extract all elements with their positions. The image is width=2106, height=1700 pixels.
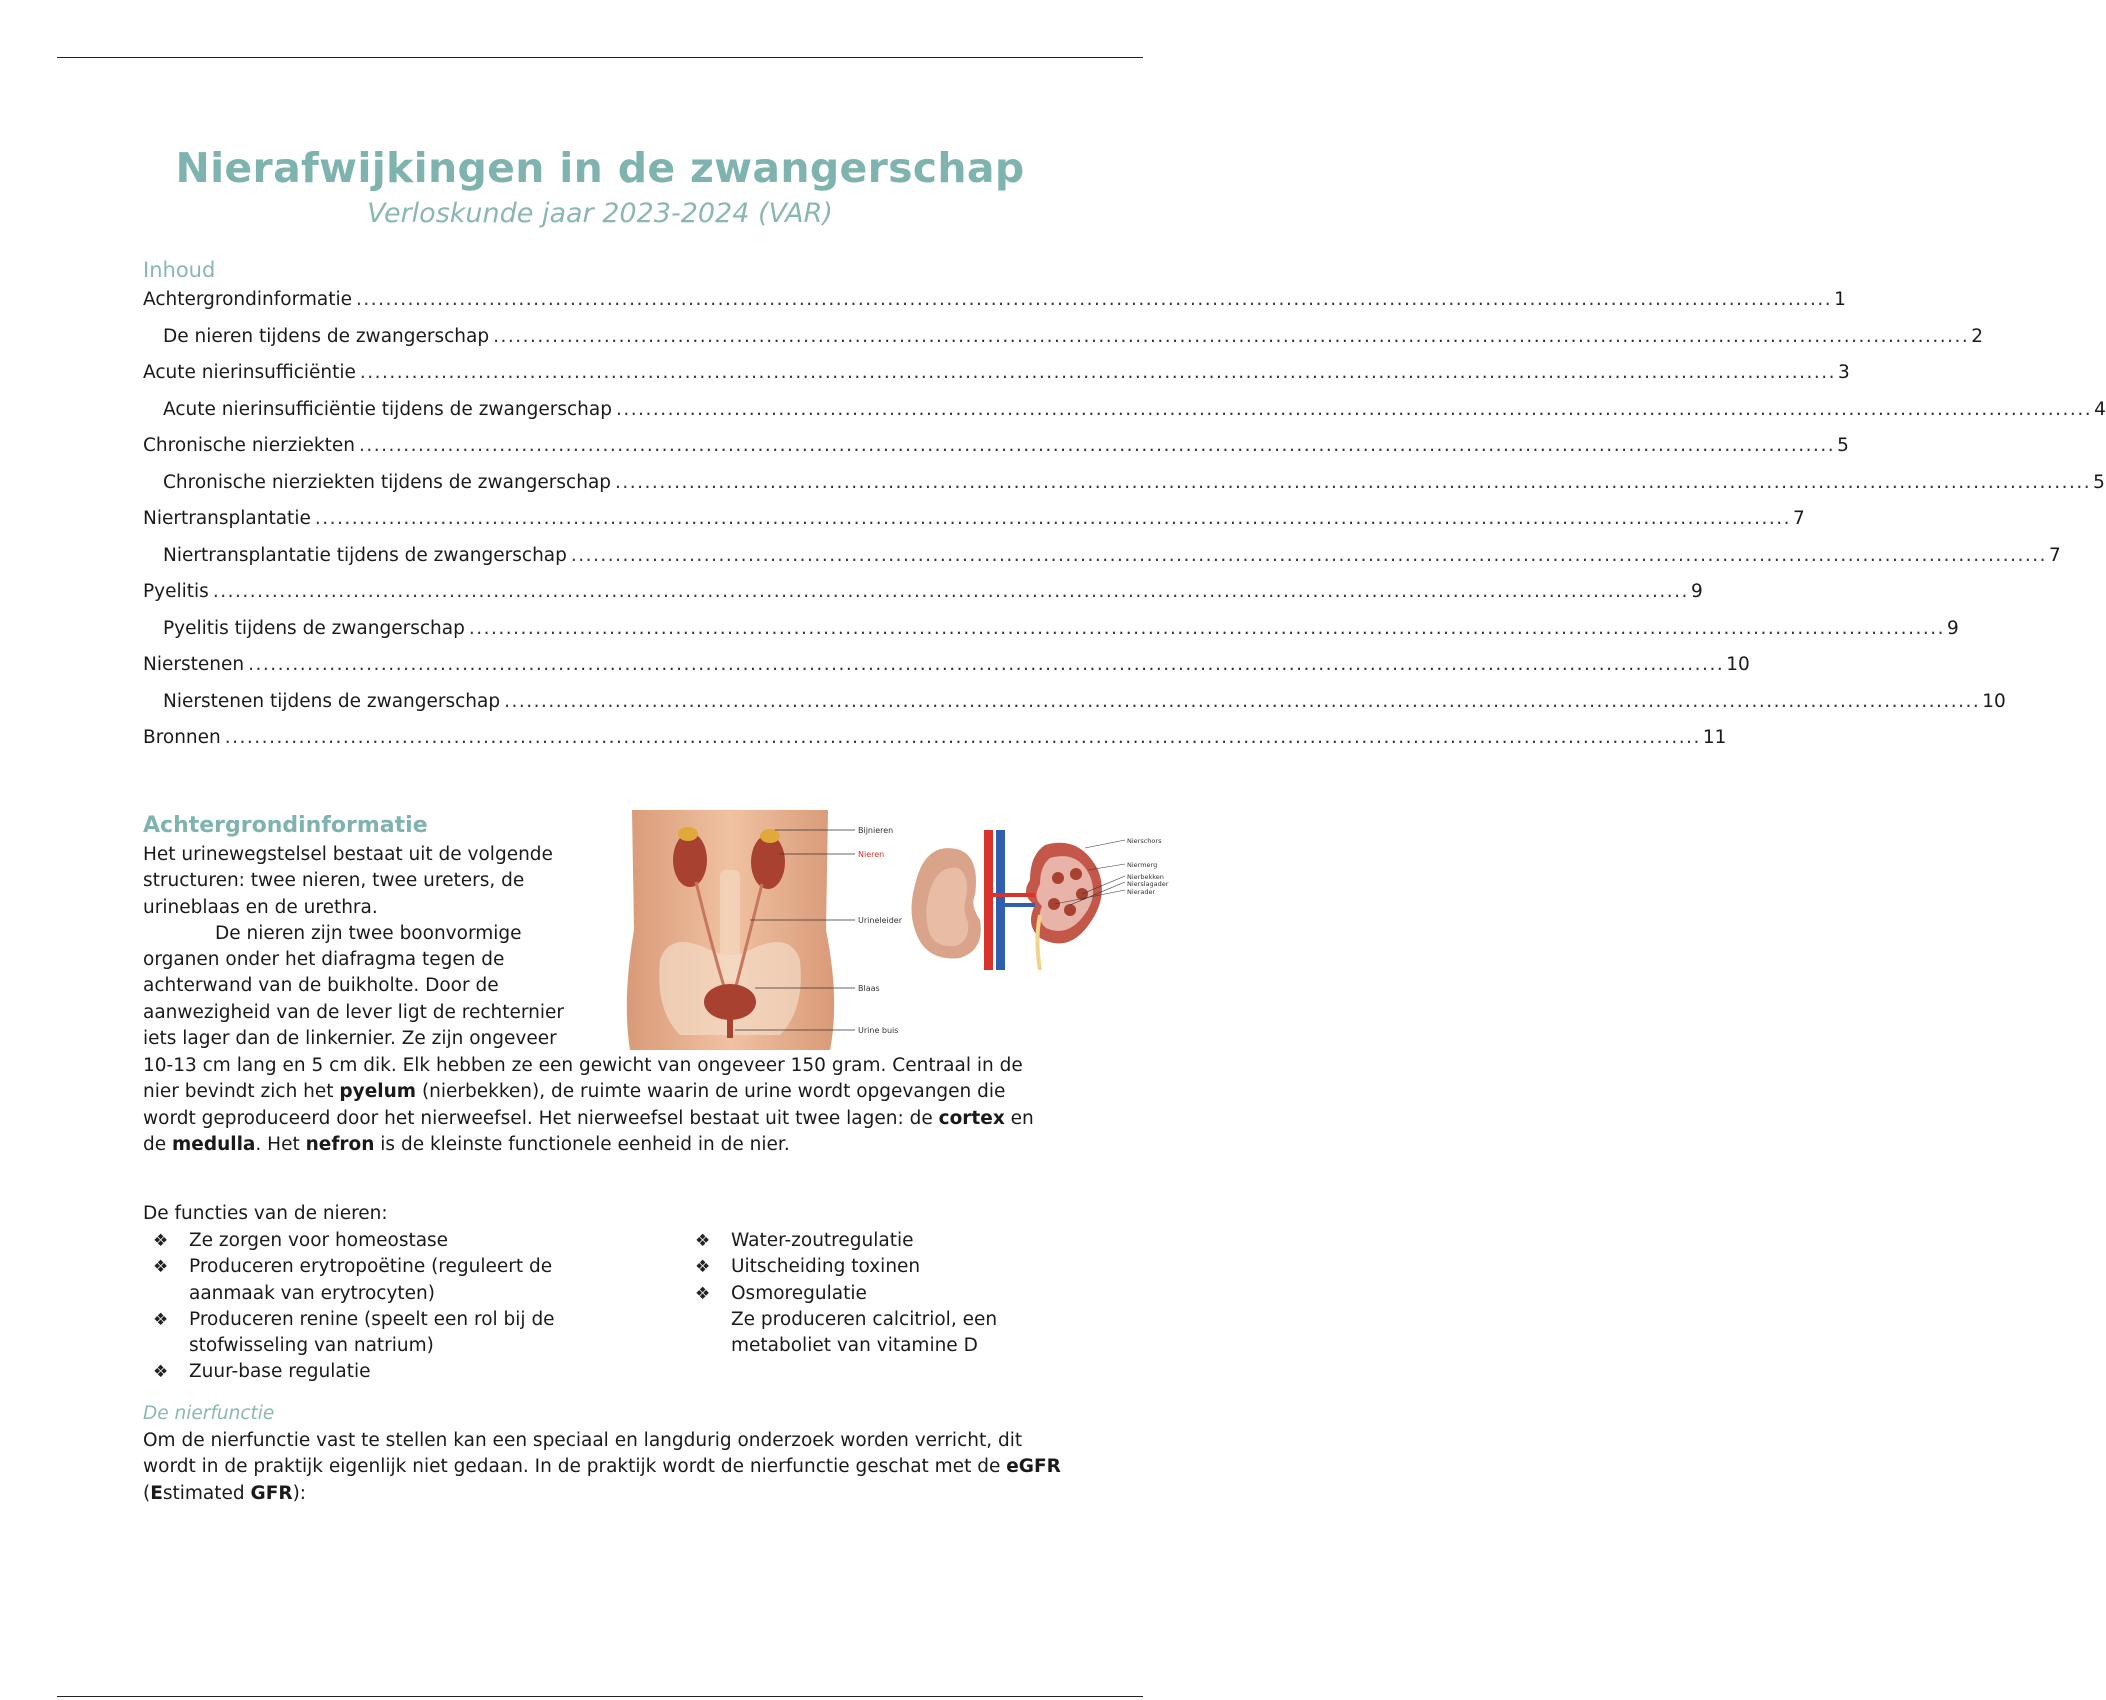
label-niermerg: Niermerg bbox=[1127, 861, 1158, 869]
spine-shape bbox=[720, 870, 740, 980]
toc-entry-page: 9 bbox=[1946, 617, 1959, 639]
section-heading: Achtergrondinformatie bbox=[143, 813, 428, 838]
toc-entry[interactable] bbox=[143, 647, 1750, 684]
diamond-bullet-icon: ❖ bbox=[695, 1257, 711, 1278]
toc-entry-page: 7 bbox=[2049, 544, 2061, 566]
toc-entry-label: Acute nierinsufficiëntie tijdens de zwangerschap bbox=[163, 398, 612, 420]
toc-entry-page: 10 bbox=[1726, 654, 1750, 676]
function-item bbox=[695, 1228, 1055, 1254]
table-of-contents bbox=[143, 282, 2106, 757]
bottom-rule bbox=[57, 1696, 1143, 1697]
intro-text bbox=[143, 842, 603, 1052]
document-subtitle: Verloskunde jaar 2023-2024 (VAR) bbox=[367, 198, 833, 229]
toc-entry-label: Achtergrondinformatie bbox=[143, 289, 352, 311]
adrenal-right-shape bbox=[760, 829, 780, 843]
diamond-bullet-icon: ❖ bbox=[153, 1309, 169, 1330]
function-item-text: Produceren erytropoëtine (reguleert de aanmaak van erytrocyten) bbox=[189, 1256, 553, 1304]
function-item-note: Ze produceren calcitriol, een metaboliet van vitamine D bbox=[731, 1308, 998, 1357]
toc-leader-dots: ........................................................................................................................................................................................................ bbox=[468, 617, 1945, 639]
toc-leader-dots: ........................................................................................................................................................................................................ bbox=[615, 398, 2093, 420]
toc-entry-label: Chronische nierziekten tijdens de zwangerschap bbox=[163, 471, 612, 493]
text-run: 10-13 cm lang en 5 cm dik. Elk hebben ze een gewicht van ongeveer 150 gram. Centraal in de nier bevindt zich het bbox=[143, 1055, 1023, 1103]
adrenal-left-shape bbox=[678, 827, 698, 841]
text-run: ( bbox=[143, 1482, 151, 1504]
toc-entry[interactable] bbox=[143, 392, 2106, 429]
toc-entry[interactable] bbox=[143, 319, 1984, 356]
toc-leader-dots: ........................................................................................................................................................................................................ bbox=[224, 727, 1701, 749]
function-item bbox=[153, 1254, 623, 1307]
toc-entry-page: 11 bbox=[1702, 727, 1727, 749]
term-nefron: nefron bbox=[305, 1133, 375, 1155]
toc-entry[interactable] bbox=[143, 684, 2006, 721]
toc-entry-page: 9 bbox=[1690, 581, 1703, 603]
toc-entry-page: 4 bbox=[2094, 398, 2106, 420]
urethra-shape bbox=[727, 1018, 733, 1038]
label-urine-buis: Urine buis bbox=[858, 1026, 899, 1035]
toc-leader-dots: ........................................................................................................................................................................................................ bbox=[615, 471, 2092, 493]
kidney-left-shape bbox=[673, 833, 707, 887]
toc-leader-dots: ........................................................................................................................................................................................................ bbox=[493, 325, 1970, 347]
text-run: Om de nierfunctie vast te stellen kan een speciaal en langdurig onderzoek worden verricht, dit wordt in de praktijk eigenlijk niet gedaan. In de praktijk wordt de nierfunctie geschat met de bbox=[143, 1430, 1023, 1478]
function-item bbox=[153, 1307, 623, 1360]
text-run: stimated bbox=[162, 1482, 251, 1504]
diamond-bullet-icon: ❖ bbox=[153, 1231, 169, 1251]
functions-heading: De functies van de nieren: bbox=[143, 1203, 388, 1224]
function-item-text: Water-zoutregulatie bbox=[731, 1230, 914, 1251]
function-item-text: Ze zorgen voor homeostase bbox=[189, 1230, 449, 1251]
functions-list-right bbox=[695, 1228, 1055, 1359]
toc-entry-label: Niertransplantatie bbox=[143, 508, 311, 530]
toc-leader-dots: ........................................................................................................................................................................................................ bbox=[248, 654, 1725, 676]
toc-entry-page: 5 bbox=[2093, 471, 2105, 493]
toc-entry[interactable] bbox=[143, 574, 1703, 611]
term-egfr: eGFR bbox=[1006, 1456, 1061, 1478]
diamond-bullet-icon: ❖ bbox=[695, 1283, 711, 1304]
label-nieren: Nieren bbox=[858, 850, 885, 859]
term-pyelum: pyelum bbox=[339, 1081, 417, 1103]
label-urineleider: Urineleider bbox=[858, 916, 903, 925]
nierfunctie-heading: De nierfunctie bbox=[143, 1403, 275, 1424]
toc-entry-label: Acute nierinsufficiëntie bbox=[143, 362, 356, 384]
aorta-shape bbox=[984, 830, 993, 970]
term-medulla: medulla bbox=[172, 1133, 256, 1155]
function-item-text: Produceren renine (speelt een rol bij de stofwisseling van natrium) bbox=[189, 1308, 555, 1357]
toc-leader-dots: ........................................................................................................................................................................................................ bbox=[355, 289, 1833, 311]
label-nierader: Nierader bbox=[1127, 888, 1156, 896]
label-nierslagader: Nierslagader bbox=[1127, 880, 1169, 888]
toc-entry-page: 1 bbox=[1834, 289, 1846, 311]
intro-para2-start: De nieren zijn twee boonvormige organen onder het diafragma tegen de achterwand van de buikholte. Door de aanwezigheid van de lever ligt de rechternier iets lager dan de linkernier. Ze zijn ongeveer bbox=[143, 922, 565, 1050]
toc-entry[interactable] bbox=[143, 428, 1849, 465]
toc-leader-dots: ........................................................................................................................................................................................................ bbox=[504, 690, 1981, 712]
toc-entry[interactable] bbox=[143, 501, 1805, 538]
toc-entry-label: Pyelitis bbox=[143, 581, 209, 603]
toc-entry-page: 2 bbox=[1971, 325, 1984, 347]
intro-para1: Het urinewegstelsel bestaat uit de volgende structuren: twee nieren, twee ureters, de urineblaas en de urethra. bbox=[143, 844, 553, 918]
label-nierbekken: Nierbekken bbox=[1127, 873, 1164, 881]
nierfunctie-text bbox=[143, 1428, 1063, 1507]
toc-entry-label: De nieren tijdens de zwangerschap bbox=[163, 325, 490, 347]
label-nierschors: Nierschors bbox=[1127, 837, 1162, 845]
toc-entry-label: Nierstenen tijdens de zwangerschap bbox=[163, 690, 501, 712]
toc-entry[interactable] bbox=[143, 465, 2105, 502]
toc-leader-dots: ........................................................................................................................................................................................................ bbox=[570, 544, 2047, 566]
toc-entry[interactable] bbox=[143, 720, 1727, 757]
bladder-shape bbox=[704, 984, 756, 1020]
toc-entry-page: 7 bbox=[1792, 508, 1805, 530]
functions-list-left bbox=[153, 1228, 623, 1386]
top-rule bbox=[57, 57, 1143, 58]
document-title: Nierafwijkingen in de zwangerschap bbox=[175, 144, 1025, 192]
diamond-bullet-icon: ❖ bbox=[153, 1257, 169, 1278]
function-item-text: Uitscheiding toxinen bbox=[731, 1256, 921, 1278]
toc-leader-dots: ........................................................................................................................................................................................................ bbox=[212, 581, 1689, 603]
toc-entry-label: Niertransplantatie tijdens de zwangerschap bbox=[163, 544, 567, 566]
toc-entry[interactable] bbox=[143, 355, 1850, 392]
text-run: is de kleinste functionele eenheid in de nier. bbox=[374, 1133, 790, 1155]
toc-entry-label: Pyelitis tijdens de zwangerschap bbox=[163, 617, 465, 639]
text-run: . Het bbox=[255, 1133, 306, 1155]
label-blaas: Blaas bbox=[858, 984, 880, 993]
toc-entry-label: Nierstenen bbox=[143, 654, 245, 676]
label-bijnieren: Bijnieren bbox=[858, 826, 894, 835]
function-item bbox=[153, 1359, 623, 1385]
text-run: (nierbekken), de ruimte waarin de urine wordt opgevangen die wordt geproduceerd door het nierweefsel. Het nierweefsel bestaat uit twee lagen: de bbox=[143, 1081, 1006, 1129]
toc-entry[interactable] bbox=[143, 538, 2061, 575]
toc-entry-page: 10 bbox=[1982, 690, 2006, 712]
toc-entry-label: Chronische nierziekten bbox=[143, 435, 355, 457]
toc-entry[interactable] bbox=[143, 611, 1959, 648]
toc-entry-page: 3 bbox=[1838, 362, 1850, 384]
term-cortex: cortex bbox=[938, 1107, 1005, 1129]
urinary-system-illustration bbox=[630, 810, 1170, 1050]
toc-entry-label: Bronnen bbox=[143, 727, 221, 749]
toc-leader-dots: ........................................................................................................................................................................................................ bbox=[314, 508, 1791, 530]
toc-heading: Inhoud bbox=[143, 258, 216, 282]
function-item bbox=[695, 1254, 1055, 1280]
toc-leader-dots: ........................................................................................................................................................................................................ bbox=[358, 435, 1836, 457]
term-e: E bbox=[150, 1482, 163, 1504]
diamond-bullet-icon: ❖ bbox=[153, 1362, 169, 1383]
function-item-text: Osmoregulatie bbox=[731, 1282, 867, 1304]
term-gfr: GFR bbox=[250, 1482, 293, 1504]
text-run: ): bbox=[292, 1482, 307, 1504]
diamond-bullet-icon: ❖ bbox=[695, 1231, 711, 1251]
function-item-text: Zuur-base regulatie bbox=[189, 1361, 371, 1383]
kidney-right-shape bbox=[751, 835, 785, 889]
intro-continuation bbox=[143, 1053, 1055, 1158]
vena-cava-shape bbox=[996, 830, 1005, 970]
text-run: en de bbox=[143, 1107, 1034, 1155]
function-item bbox=[153, 1228, 623, 1254]
function-item bbox=[695, 1281, 1055, 1307]
toc-entry[interactable] bbox=[143, 282, 1846, 319]
toc-entry-page: 5 bbox=[1837, 435, 1849, 457]
toc-leader-dots: ........................................................................................................................................................................................................ bbox=[359, 362, 1837, 384]
